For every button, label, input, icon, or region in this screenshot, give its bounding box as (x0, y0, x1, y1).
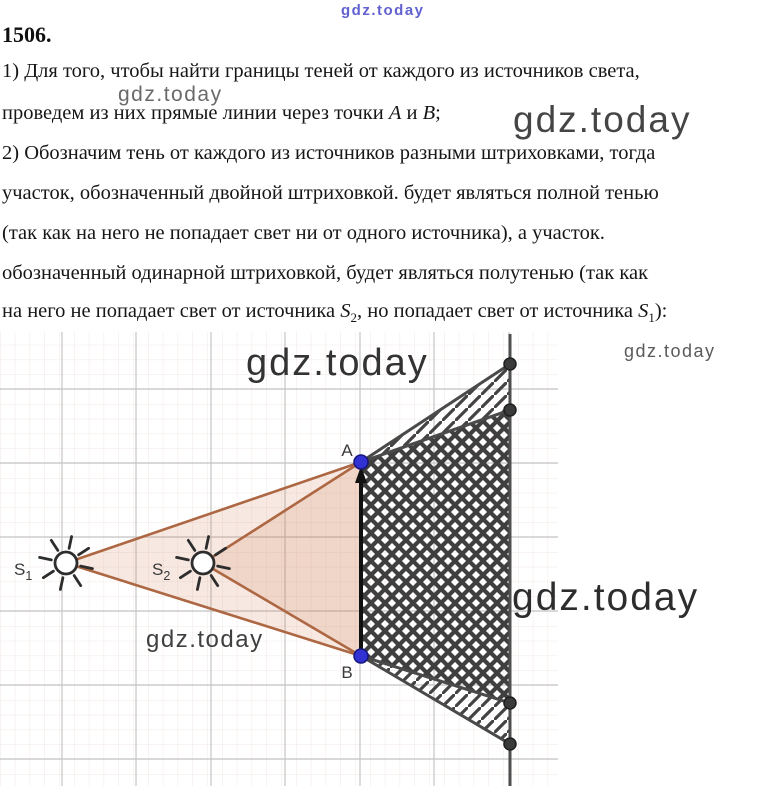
solution-line-2: проведем из них прямые линии через точки A и B; (2, 102, 441, 124)
watermark-text-big: gdz.today (513, 99, 692, 140)
watermark-text-small: gdz.today (118, 83, 223, 106)
solution-line-1: 1) Для того, чтобы найти границы теней от каждого из источников света, (2, 60, 640, 82)
watermark-diagram-medium: gdz.today (146, 626, 264, 653)
watermark-top: gdz.today (341, 2, 425, 19)
label-source-s1: $S_1$ (14, 560, 33, 583)
solution-line-4: участок, обозначенный двойной штриховкой. будет являться полной тенью (2, 182, 659, 204)
watermark-diagram-large-right: gdz.today (512, 576, 700, 619)
point-a-ref: A (388, 102, 402, 124)
label-point-a: A (341, 441, 353, 460)
solution-line-6: обозначенный одинарной штриховкой, будет являться полутенью (так как (2, 262, 649, 284)
solution-line-3: 2) Обозначим тень от каждого из источников разными штриховками, тогда (2, 142, 656, 164)
label-point-b: B (341, 663, 353, 682)
watermark-diagram-small: gdz.today (624, 341, 716, 361)
solution-line-2-text: проведем из них прямые линии через точки (2, 102, 389, 124)
source-s2-ref: S (340, 300, 351, 322)
label-source-s2: $S_2$ (152, 560, 171, 583)
solution-line-7: на него не попадает свет от источника $S_2$, но попадает свет от источника $S_1$): (2, 300, 668, 326)
point-a (354, 455, 368, 469)
source-s1-ref: S (638, 300, 649, 322)
watermark-diagram-large-top: gdz.today (246, 342, 429, 384)
solution-line-5: (так как на него не попадает свет ни от одного источника), а участок. (2, 222, 605, 244)
point-b-ref: B (422, 102, 436, 124)
problem-number: 1506. (2, 22, 52, 47)
point-b (354, 649, 368, 663)
shadow-diagram (0, 330, 779, 786)
